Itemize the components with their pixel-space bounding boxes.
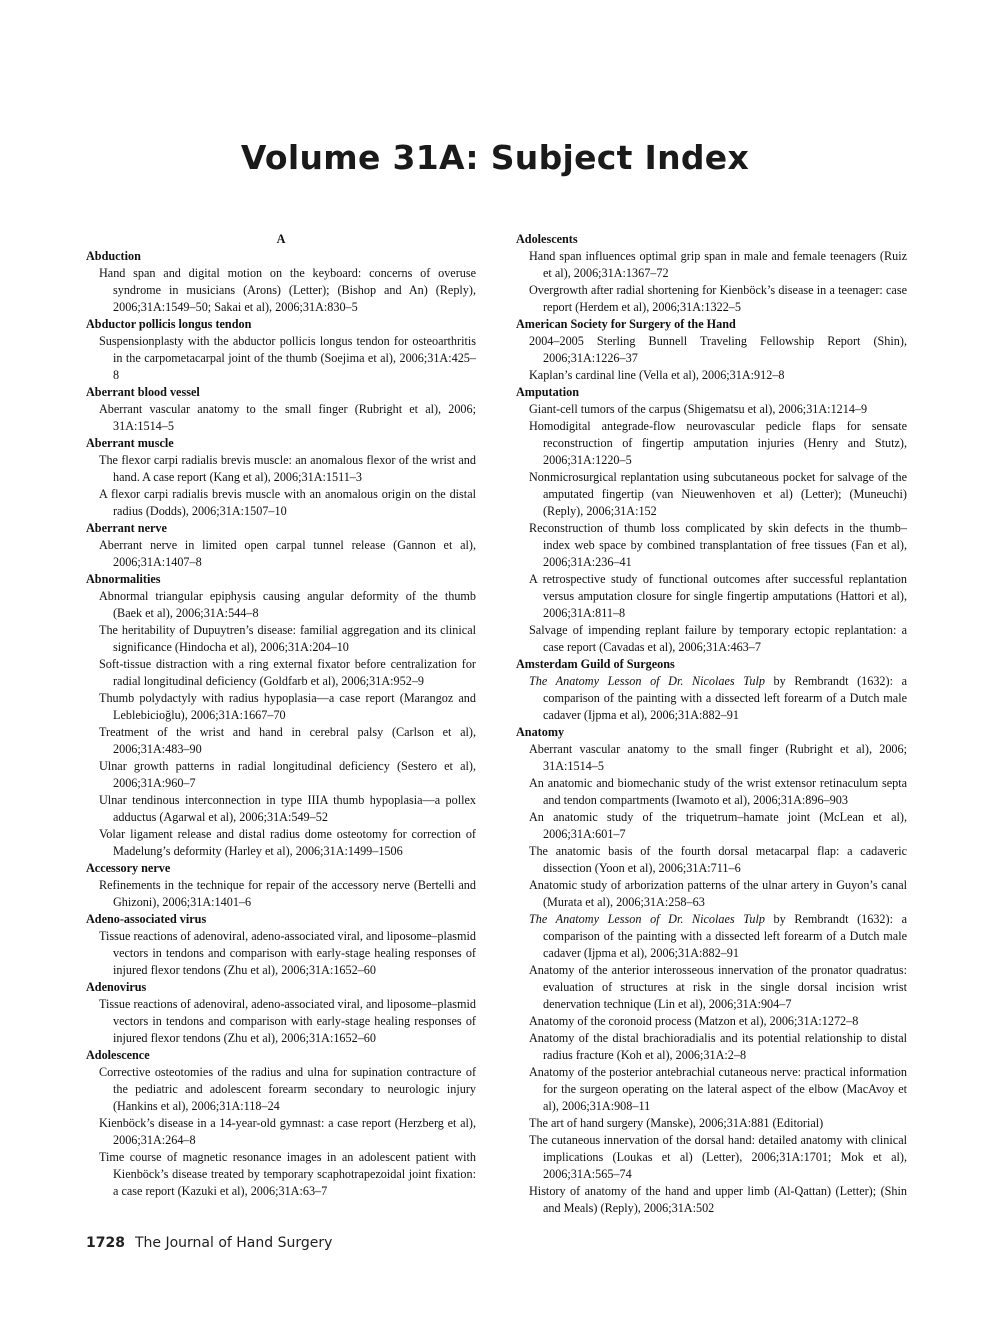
- entry-text: by Rembrandt (1632): a comparison of the painting with a dissected left forearm of a Dutch male cadaver (Ijpma et al), 2006;31A:882–91: [543, 912, 907, 960]
- entry-text: Homodigital antegrade-flow neurovascular pedicle flaps for sensate reconstruction of fingertip amputation injuries (Henry and Stutz), 2006;31A:1220–5: [529, 419, 907, 467]
- page-number: 1728: [86, 1235, 125, 1251]
- page-title: Volume 31A: Subject Index: [240, 138, 750, 177]
- entry-text: The art of hand surgery (Manske), 2006;31A:881 (Editorial): [529, 1116, 824, 1130]
- index-entry: [516, 469, 907, 520]
- index-heading: Abductor pollicis longus tendon: [86, 317, 252, 331]
- index-entry: [86, 452, 476, 486]
- index-heading: Amputation: [516, 385, 579, 399]
- entry-text: An anatomic and biomechanic study of the wrist extensor retinaculum septa and tendon compartments (Iwamoto et al), 2006;31A:896–903: [529, 776, 907, 807]
- index-entry: [86, 1115, 476, 1149]
- entry-text: A flexor carpi radialis brevis muscle with an anomalous origin on the distal radius (Dodds), 2006;31A:1507–10: [99, 487, 476, 518]
- index-heading: Aberrant blood vessel: [86, 385, 200, 399]
- index-entry: [516, 877, 907, 911]
- index-entry: [86, 758, 476, 792]
- index-entry: [86, 996, 476, 1047]
- entry-text: Suspensionplasty with the abductor pollicis longus tendon for osteoarthritis in the carpometacarpal joint of the thumb (Soejima et al), 2006;31A:425–8: [99, 334, 476, 382]
- entry-text: 2004–2005 Sterling Bunnell Traveling Fellowship Report (Shin), 2006;31A:1226–37: [529, 334, 907, 365]
- index-heading: Accessory nerve: [86, 861, 171, 875]
- page-footer: [86, 1235, 332, 1251]
- entry-text: Overgrowth after radial shortening for Kienböck’s disease in a teenager: case report (Herdem et al), 2006;31A:1322–5: [529, 283, 907, 314]
- index-entry: [86, 656, 476, 690]
- entry-text: Anatomy of the distal brachioradialis and its potential relationship to distal radius fracture (Koh et al), 2006;31A:2–8: [529, 1031, 907, 1062]
- entry-text: An anatomic study of the triquetrum–hamate joint (McLean et al), 2006;31A:601–7: [529, 810, 907, 841]
- entry-text: Kaplan’s cardinal line (Vella et al), 2006;31A:912–8: [529, 368, 785, 382]
- index-entry: [516, 248, 907, 282]
- entry-text: Corrective osteotomies of the radius and ulna for supination contracture of the pediatric and adolescent forearm secondary to neurologic injury (Hankins et al), 2006;31A:118–24: [99, 1065, 476, 1113]
- index-entry: [86, 265, 476, 316]
- entry-text: Tissue reactions of adenoviral, adeno-associated viral, and liposome–plasmid vectors in tendons and comparison with early-stage healing responses of injured flexor tendons (Zhu et al), 2006;31A:1652–60: [99, 997, 476, 1045]
- entry-text: Aberrant vascular anatomy to the small finger (Rubright et al), 2006; 31A:1514–5: [99, 402, 476, 433]
- entry-text: by Rembrandt (1632): a comparison of the painting with a dissected left forearm of a Dutch male cadaver (Ijpma et al), 2006;31A:882–91: [543, 674, 907, 722]
- index-entry: [86, 588, 476, 622]
- index-heading: Adenovirus: [86, 980, 147, 994]
- index-column-left: [86, 231, 476, 1200]
- index-entry: [86, 928, 476, 979]
- index-entry: [516, 571, 907, 622]
- index-entry: [516, 1030, 907, 1064]
- index-entry: [86, 826, 476, 860]
- entry-text: Thumb polydactyly with radius hypoplasia—a case report (Marangoz and Leblebicioğlu), 2006;31A:1667–70: [99, 691, 476, 722]
- index-heading: Adolescents: [516, 232, 578, 246]
- entry-text: Anatomic study of arborization patterns of the ulnar artery in Guyon’s canal (Murata et al), 2006;31A:258–63: [529, 878, 907, 909]
- index-entry: [516, 1115, 907, 1132]
- entry-text: The cutaneous innervation of the dorsal hand: detailed anatomy with clinical implications (Loukas et al) (Letter), 2006;31A:1701; Mok et al), 2006;31A:565–74: [529, 1133, 907, 1181]
- index-entry: [86, 724, 476, 758]
- index-entry: [516, 367, 907, 384]
- index-heading: Abnormalities: [86, 572, 161, 586]
- index-entry: [516, 843, 907, 877]
- index-entry: [516, 282, 907, 316]
- index-entry: [516, 673, 907, 724]
- entry-text: Nonmicrosurgical replantation using subcutaneous pocket for salvage of the amputated fingertip (van Nieuwenhoven et al) (Letter); (Muneuchi) (Reply), 2006;31A:152: [529, 470, 907, 518]
- artwork-title: The Anatomy Lesson of Dr. Nicolaes Tulp: [529, 674, 765, 688]
- entry-text: Aberrant vascular anatomy to the small finger (Rubright et al), 2006; 31A:1514–5: [529, 742, 907, 773]
- index-entry: [86, 622, 476, 656]
- index-entry: [86, 401, 476, 435]
- index-entry: [516, 809, 907, 843]
- entry-text: Anatomy of the posterior antebrachial cutaneous nerve: practical information for the surgeon operating on the lateral aspect of the elbow (MacAvoy et al), 2006;31A:908–11: [529, 1065, 907, 1113]
- artwork-title: The Anatomy Lesson of Dr. Nicolaes Tulp: [529, 912, 765, 926]
- index-heading: Aberrant muscle: [86, 436, 174, 450]
- index-entry: [516, 911, 907, 962]
- index-heading: Aberrant nerve: [86, 521, 167, 535]
- entry-text: History of anatomy of the hand and upper limb (Al-Qattan) (Letter); (Shin and Meals) (Reply), 2006;31A:502: [529, 1184, 907, 1215]
- entry-text: Refinements in the technique for repair of the accessory nerve (Bertelli and Ghizoni), 2006;31A:1401–6: [99, 878, 476, 909]
- entry-text: Abnormal triangular epiphysis causing angular deformity of the thumb (Baek et al), 2006;31A:544–8: [99, 589, 476, 620]
- index-entry: [516, 1183, 907, 1217]
- entry-text: Tissue reactions of adenoviral, adeno-associated viral, and liposome–plasmid vectors in tendons and comparison with early-stage healing responses of injured flexor tendons (Zhu et al), 2006;31A:1652–60: [99, 929, 476, 977]
- entry-text: Ulnar growth patterns in radial longitudinal deficiency (Sestero et al), 2006;31A:960–7: [99, 759, 476, 790]
- index-entry: [516, 401, 907, 418]
- entry-text: Aberrant nerve in limited open carpal tunnel release (Gannon et al), 2006;31A:1407–8: [99, 538, 476, 569]
- index-entry: [516, 741, 907, 775]
- entry-text: Anatomy of the coronoid process (Matzon et al), 2006;31A:1272–8: [529, 1014, 859, 1028]
- index-heading: Adeno-associated virus: [86, 912, 207, 926]
- entry-text: Time course of magnetic resonance images in an adolescent patient with Kienböck’s disease treated by temporary scaphotrapezoidal joint fixation: a case report (Kazuki et al), 2006;31A:63–7: [99, 1150, 476, 1198]
- entry-text: The heritability of Dupuytren’s disease: familial aggregation and its clinical significance (Hindocha et al), 2006;31A:204–10: [99, 623, 476, 654]
- index-heading: American Society for Surgery of the Hand: [516, 317, 736, 331]
- index-entry: [516, 1064, 907, 1115]
- index-entry: [516, 333, 907, 367]
- entry-text: The flexor carpi radialis brevis muscle: an anomalous flexor of the wrist and hand. A case report (Kang et al), 2006;31A:1511–3: [99, 453, 476, 484]
- index-entry: [86, 877, 476, 911]
- index-entry: [86, 333, 476, 384]
- entry-text: Volar ligament release and distal radius dome osteotomy for correction of Madelung’s deformity (Harley et al), 2006;31A:1499–1506: [99, 827, 476, 858]
- index-entry: [516, 418, 907, 469]
- index-heading: Amsterdam Guild of Surgeons: [516, 657, 675, 671]
- index-entry: [86, 1064, 476, 1115]
- index-entry: [516, 775, 907, 809]
- index-heading: Anatomy: [516, 725, 565, 739]
- index-entry: [86, 486, 476, 520]
- entry-text: Hand span and digital motion on the keyboard: concerns of overuse syndrome in musicians (Arons) (Letter); (Bishop and An) (Reply), 2006;31A:1549–50; Sakai et al), 2006;31A:830–5: [99, 266, 476, 314]
- entry-text: Reconstruction of thumb loss complicated by skin defects in the thumb–index web space by combined transplantation of free tissues (Fan et al), 2006;31A:236–41: [529, 521, 907, 569]
- index-entry: [86, 1149, 476, 1200]
- entry-text: Kienböck’s disease in a 14-year-old gymnast: a case report (Herzberg et al), 2006;31A:264–8: [99, 1116, 476, 1147]
- index-entry: [516, 1132, 907, 1183]
- entry-text: Anatomy of the anterior interosseous innervation of the pronator quadratus: evaluation of structures at risk in the single dorsal incision wrist denervation technique (Lin et al), 2006;31A:904–7: [529, 963, 907, 1011]
- entry-text: The anatomic basis of the fourth dorsal metacarpal flap: a cadaveric dissection (Yoon et al), 2006;31A:711–6: [529, 844, 907, 875]
- entry-text: Salvage of impending replant failure by temporary ectopic replantation: a case report (Cavadas et al), 2006;31A:463–7: [529, 623, 907, 654]
- entry-text: Hand span influences optimal grip span in male and female teenagers (Ruiz et al), 2006;31A:1367–72: [529, 249, 907, 280]
- entry-text: Treatment of the wrist and hand in cerebral palsy (Carlson et al), 2006;31A:483–90: [99, 725, 476, 756]
- entry-text: A retrospective study of functional outcomes after successful replantation versus amputation closure for single fingertip amputations (Hattori et al), 2006;31A:811–8: [529, 572, 907, 620]
- index-entry: [86, 537, 476, 571]
- index-entry: [516, 622, 907, 656]
- index-entry: [516, 1013, 907, 1030]
- index-heading: Abduction: [86, 249, 141, 263]
- index-heading: Adolescence: [86, 1048, 150, 1062]
- entry-text: Giant-cell tumors of the carpus (Shigematsu et al), 2006;31A:1214–9: [529, 402, 868, 416]
- journal-name: The Journal of Hand Surgery: [134, 1235, 333, 1251]
- index-entry: [86, 690, 476, 724]
- index-entry: [86, 792, 476, 826]
- index-entry: [516, 520, 907, 571]
- section-letter: A: [276, 232, 286, 246]
- index-entry: [516, 962, 907, 1013]
- entry-text: Soft-tissue distraction with a ring external fixator before centralization for radial longitudinal deficiency (Goldfarb et al), 2006;31A:952–9: [99, 657, 476, 688]
- entry-text: Ulnar tendinous interconnection in type IIIA thumb hypoplasia—a pollex adductus (Agarwal et al), 2006;31A:549–52: [99, 793, 476, 824]
- index-column-right: [516, 231, 907, 1217]
